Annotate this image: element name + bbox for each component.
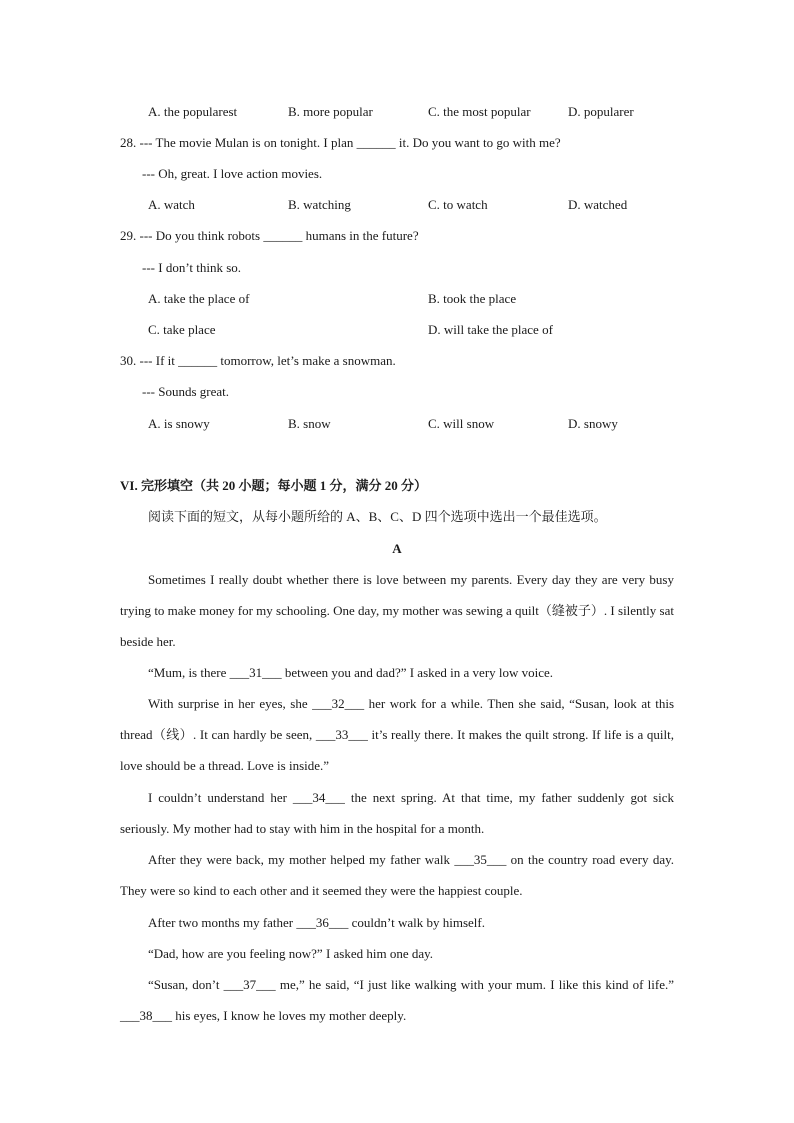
q29-option-d: D. will take the place of [428,322,553,337]
q29-option-a: A. take the place of [148,291,250,306]
section-heading: VI. 完形填空（共 20 小题；每小题 1 分，满分 20 分） [120,478,427,493]
passage-text-7: “Dad, how are you feeling now?” I asked him one day. [148,946,434,961]
q28-option-b: B. watching [288,197,351,212]
q30-option-a: A. is snowy [148,416,210,431]
passage-paragraph-3 [120,688,674,782]
q30-option-c: C. will snow [428,416,495,431]
passage-text-6: After two months my father ___36___ couldn’t walk by himself. [148,915,485,930]
passage-paragraph-7 [120,938,674,969]
passage-text-2: “Mum, is there ___31___ between you and dad?” I asked in a very low voice. [148,665,554,680]
q28-question: 28. --- The movie Mulan is on tonight. I plan ______ it. Do you want to go with me? [120,135,561,150]
q27-option-b: B. more popular [288,104,373,119]
passage-paragraph-4 [120,782,674,844]
passage-text-5: After they were back, my mother helped my father walk ___35___ on the country road every day. They were so kind to each other and it seemed they were the happiest couple. [120,852,674,899]
passage-paragraph-1 [120,564,674,658]
passage-text-8: “Susan, don’t ___37___ me,” he said, “I just like walking with your mum. I like this kind of life.” ___38___ his eyes, I know he loves my mother deeply. [120,977,674,1024]
passage-text-1: Sometimes I really doubt whether there is love between my parents. Every day they are very busy trying to make money for my schooling. One day, my mother was sewing a quilt（缝被子）. I silently sat beside her. [120,572,674,650]
q30-option-d: D. snowy [568,416,618,431]
passage-paragraph-8 [120,969,674,1031]
q30-reply: --- Sounds great. [142,384,230,399]
q27-option-c: C. the most popular [428,104,531,119]
section-instruction: 阅读下面的短文，从每小题所给的 A、B、C、D 四个选项中选出一个最佳选项。 [148,509,607,524]
q28-reply: --- Oh, great. I love action movies. [142,166,323,181]
passage-label: A [392,541,402,556]
q28-option-d: D. watched [568,197,628,212]
passage-paragraph-5 [120,844,674,906]
q28-option-c: C. to watch [428,197,488,212]
q29-question: 29. --- Do you think robots ______ humans in the future? [120,228,419,243]
q30-option-b: B. snow [288,416,331,431]
q30-question: 30. --- If it ______ tomorrow, let’s make a snowman. [120,353,396,368]
q27-option-d: D. popularer [568,104,634,119]
q27-option-a: A. the popularest [148,104,238,119]
q29-reply: --- I don’t think so. [142,260,242,275]
q28-option-a: A. watch [148,197,195,212]
passage-paragraph-2 [120,657,674,688]
passage-text-4: I couldn’t understand her ___34___ the next spring. At that time, my father suddenly got sick seriously. My mother had to stay with him in the hospital for a month. [120,790,674,837]
q29-option-c: C. take place [148,322,216,337]
passage-paragraph-6 [120,907,674,938]
passage-text-3: With surprise in her eyes, she ___32___ her work for a while. Then she said, “Susan, look at this thread（线）. It can hardly be seen, ___33___ it’s really there. It makes the quilt strong. If life is a quilt, love should be a thread. Love is inside.” [120,696,674,774]
q29-option-b: B. took the place [428,291,517,306]
